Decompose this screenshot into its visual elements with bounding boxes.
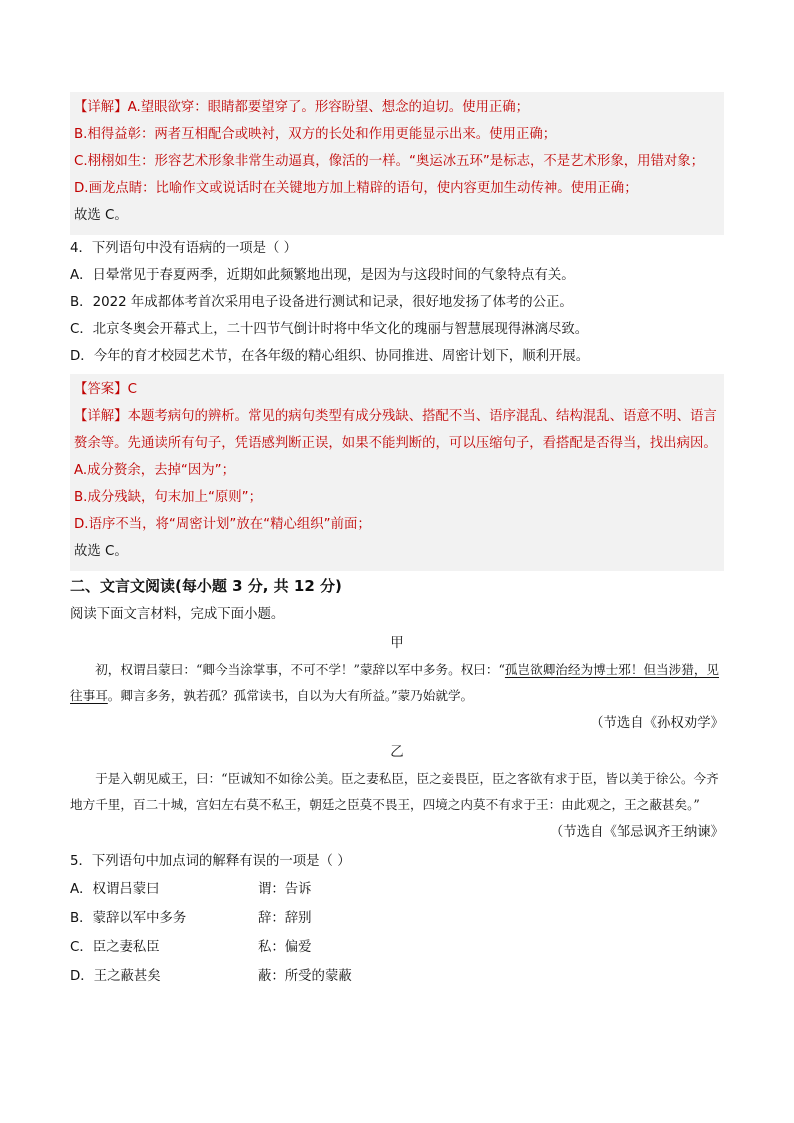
answer-line (74, 376, 718, 403)
analysis-label: 【详解】 (74, 100, 128, 115)
question-5-stem: 5．下列语句中加点词的解释有误的一项是（ ） (70, 854, 351, 869)
option-gloss: 私：偏爱 (258, 940, 312, 955)
answer-value: C (127, 382, 137, 397)
passage-jia-label: 甲 (390, 636, 404, 651)
passage-yi-text: 于是入朝见威王，曰：“臣诚知不如徐公美。臣之妻私臣，臣之妾畏臣，臣之客欲有求于臣，皆以美于徐公。今齐地方千里，百二十城，宫妇左右莫不私王，朝廷之臣莫不畏王，四境之内莫不有求于王：由此观之，王之蔽甚矣。” (70, 771, 719, 812)
section-2-instruction: 阅读下面文言材料，完成下面小题。 (70, 607, 285, 622)
analysis-label: 【详解】 (74, 409, 128, 424)
analysis-paragraph (74, 403, 718, 457)
option-gloss: 辞：辞别 (258, 911, 312, 926)
analysis-line-c: C.栩栩如生：形容艺术形象非常生动逼真，像活的一样。“奥运冰五环”是标志，不是艺术形象，用错对象； (74, 154, 705, 169)
option-sentence: A．权谓吕蒙曰 (70, 882, 160, 897)
passage-jia-text-before: 初，权谓吕蒙曰：“卿今当涂掌事，不可不学！”蒙辞以军中多务。权曰：“ (95, 662, 505, 677)
answer-label: 【答案】 (74, 382, 128, 397)
passage-jia-text (70, 657, 724, 709)
question-5-option-a (70, 875, 724, 904)
question-4-option-c: C．北京冬奥会开幕式上，二十四节气倒计时将中华文化的瑰丽与智慧展现得淋漓尽致。 (70, 322, 589, 337)
question-5-option-c (70, 933, 724, 962)
analysis-box-q3 (70, 92, 724, 235)
section-2-title: 二、文言文阅读(每小题 3 分, 共 12 分) (70, 577, 342, 595)
question-4-option-b: B．2022 年成都体考首次采用电子设备进行测试和记录，很好地发扬了体考的公正。 (70, 295, 573, 310)
analysis-conclusion: 故选 C。 (74, 544, 128, 559)
question-4-option-a: A．日晕常见于春夏两季，近期如此频繁地出现，是因为与这段时间的气象特点有关。 (70, 268, 575, 283)
question-5-option-b (70, 904, 724, 933)
analysis-line-d: D.语序不当，将“周密计划”放在“精心组织”前面； (74, 517, 371, 532)
analysis-line-b: B.成分残缺，句末加上“原则”； (74, 490, 263, 505)
option-gloss: 蔽：所受的蒙蔽 (258, 969, 352, 984)
analysis-text: 本题考病句的辨析。常见的病句类型有成分残缺、搭配不当、语序混乱、结构混乱、语意不明、语言赘余等。先通读所有句子，凭语感判断正误，如果不能判断的，可以压缩句子，看搭配是否得当，找出病因。 (74, 409, 717, 451)
analysis-line-a: A.成分赘余，去掉“因为”； (74, 463, 235, 478)
option-sentence: B．蒙辞以军中多务 (70, 911, 187, 926)
option-gloss: 谓：告诉 (258, 882, 312, 897)
analysis-line-d: D.画龙点睛：比喻作文或说话时在关键地方加上精辟的语句，使内容更加生动传神。使用正确； (74, 181, 638, 196)
question-5-option-d (70, 962, 724, 991)
question-4-stem: 4．下列语句中没有语病的一项是（ ） (70, 241, 298, 256)
passage-jia-source: （节选自《孙权劝学》 (590, 716, 724, 731)
passage-yi-source: （节选自《邹忌讽齐王纳谏》 (549, 825, 724, 840)
passage-jia-text-after: 。卿言多务，孰若孤？孤常读书，自以为大有所益。”蒙乃始就学。 (107, 688, 474, 703)
document-page (70, 92, 724, 991)
passage-yi-label: 乙 (390, 745, 404, 760)
passage-jia-underlined-1: 孤岂欲卿治经为博士邪！ (504, 662, 644, 677)
answer-box-q4 (70, 374, 724, 571)
option-sentence: C．臣之妻私臣 (70, 940, 160, 955)
question-4-option-d: D．今年的育才校园艺术节，在各年级的精心组织、协同推进、周密计划下，顺利开展。 (70, 349, 590, 364)
analysis-conclusion: 故选 C。 (74, 208, 128, 223)
passage-jia-underlined-2: 但当涉猎，见往事耳 (70, 662, 720, 703)
analysis-line-b: B.相得益彰：两者互相配合或映衬，双方的长处和作用更能显示出来。使用正确； (74, 127, 557, 142)
analysis-line-a (74, 94, 718, 121)
analysis-text: A.望眼欲穿：眼睛都要望穿了。形容盼望、想念的迫切。使用正确； (127, 100, 530, 115)
option-sentence: D．王之蔽甚矣 (70, 969, 161, 984)
